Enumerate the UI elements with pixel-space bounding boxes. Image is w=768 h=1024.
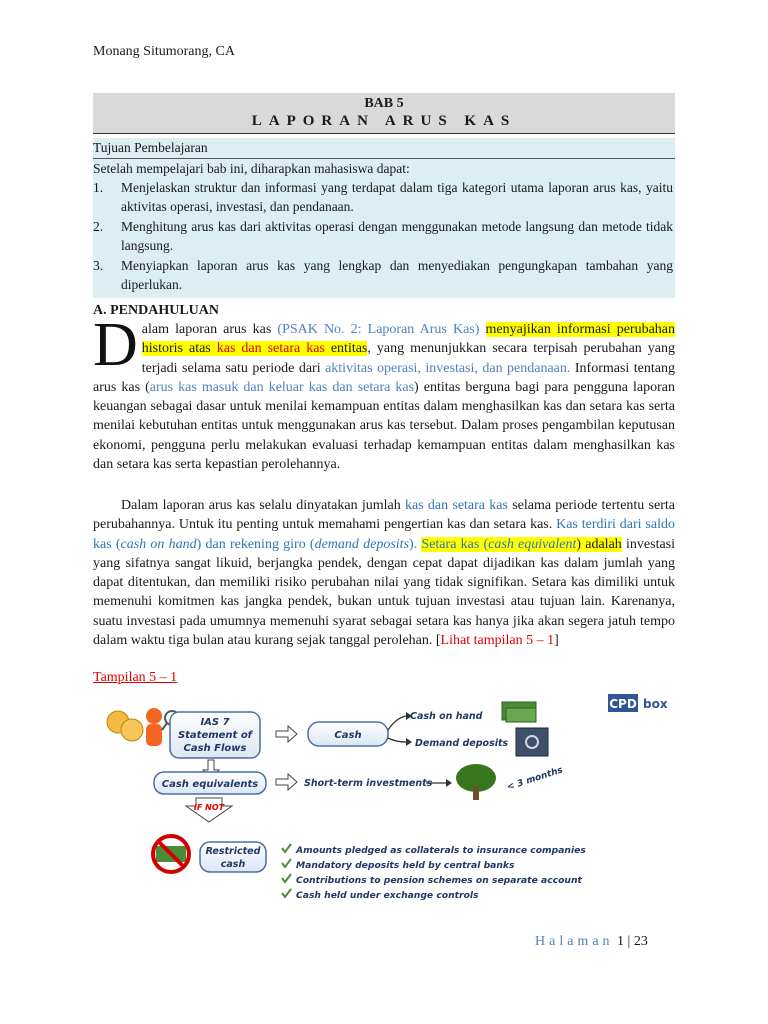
if-not-label: IF NOT [193, 803, 225, 812]
cashflow-term: arus kas masuk dan keluar kas dan setara kas [149, 379, 415, 395]
page-total: 23 [633, 934, 648, 949]
demand-deposits-term: demand deposits [314, 536, 410, 552]
ias7-line3: Cash Flows [183, 743, 247, 754]
cpdbox-logo [608, 694, 668, 712]
objective-text: Menjelaskan struktur dan informasi yang terdapat dalam tiga kategori utama laporan arus kas, yaitu aktivitas operasi, investasi, dan pendanaan. [121, 180, 673, 214]
objectives-heading: Tujuan Pembelajaran [93, 138, 675, 159]
logo-text-a: CPD [609, 697, 637, 711]
cash-definition: ). [409, 536, 418, 552]
text-run: investasi yang sifatnya sangat likuid, berjangka pendek, dengan cepat dapat dijadikan kas dalam jumlah yang dapat ditentukan, dan memiliki risiko perubahan nilai yang tidak signifikan. Setara kas dimiliki untuk memenuhi komitmen kas jangka pendek, bukan untuk tujuan investasi atau tujuan lain. Karenanya, suatu investasi pada umumnya memenuhi syarat sebagai setara kas hanya jika akan segera jatuh tempo dalam waktu tiga bulan atau kurang sejak tanggal perolehan. [ [93, 536, 676, 649]
cash-on-hand-label: Cash on hand [410, 711, 483, 722]
ias7-line2: Statement of [177, 730, 253, 741]
prohibited-money-icon [153, 836, 189, 872]
list-item: Mandatory deposits held by central banks [296, 860, 515, 871]
objective-number: 1. [93, 180, 104, 195]
cash-definition: Kas terdiri dari saldo kas ( [93, 517, 675, 552]
restricted-line2: cash [220, 859, 246, 870]
checklist [282, 844, 586, 901]
logo-text-b: box [643, 697, 668, 711]
text-run: ) entitas berguna bagi para pengguna laporan keuangan sebagai dasar untuk menilai kemampuan entitas dalam menghasilkan kas dan setara kas serta menilai kebutuhan entitas untuk menggunakan arus kas tersebut. Dalam proses pengambilan keputusan ekonomi, pengguna perlu melakukan evaluasi terhadap kemampuan entitas dalam menghasilkan kas dan setara kas serta kepastian perolehannya. [93, 379, 675, 473]
arrow-right-icon [276, 774, 297, 790]
cash-label: Cash [334, 730, 362, 741]
objective-item [93, 178, 673, 216]
text-run: Informasi tentang arus kas ( [93, 360, 675, 395]
objectives-list [93, 178, 673, 295]
paragraph-intro [93, 311, 675, 474]
check-icon [282, 859, 291, 867]
objective-number: 2. [93, 219, 104, 234]
cash-flow-diagram [96, 686, 676, 916]
objective-item [93, 256, 673, 294]
chapter-header [93, 93, 675, 134]
page-label: Halaman [535, 934, 614, 949]
arrowhead-icon [406, 738, 412, 746]
figure-caption: Tampilan 5 – 1 [93, 670, 178, 685]
list-item: Cash held under exchange controls [296, 890, 479, 901]
text-run [479, 322, 485, 337]
cash-definition: ) dan rekening giro ( [196, 536, 315, 552]
section-title: A. PENDAHULUAN [93, 303, 219, 318]
text-run: , yang menunjukkan secara terpisah perubahan yang terjadi selama satu periode dari [141, 341, 675, 376]
check-icon [282, 874, 291, 882]
highlighted-term: Setara kas ( [421, 536, 489, 552]
highlighted-text: menyajikan informasi perubahan historis atas [141, 322, 675, 357]
objective-text: Menyiapkan laporan arus kas yang lengkap dan menyediakan pengungkapan tambahan yang diperlukan. [121, 258, 673, 292]
arrowhead-icon [446, 779, 452, 787]
highlighted-term: kas dan setara kas [216, 341, 325, 357]
cash-term: kas dan setara kas [405, 498, 508, 513]
check-icon [282, 844, 291, 852]
highlighted-term: cash equivalent [488, 536, 577, 552]
money-tree-icon [456, 764, 496, 800]
objective-number: 3. [93, 258, 104, 273]
drop-cap: D [93, 311, 138, 379]
learning-objectives [93, 138, 675, 298]
diagram-svg [96, 686, 676, 916]
list-item: Amounts pledged as collaterals to insurance companies [296, 845, 586, 856]
demand-deposits-label: Demand deposits [415, 738, 509, 749]
page-footer [535, 934, 648, 950]
author-name: Monang Situmorang, CA [93, 44, 235, 59]
chapter-number: BAB 5 [364, 96, 404, 111]
text-run: ] [554, 633, 559, 649]
money-stack-icon [502, 702, 536, 722]
objectives-intro: Setelah mempelajari bab ini, diharapkan mahasiswa dapat: [93, 161, 410, 176]
months-label: < 3 months [505, 765, 565, 793]
text-run: Dalam laporan arus kas selalu dinyatakan jumlah [121, 498, 405, 513]
cash-equivalents-label: Cash equivalents [161, 779, 259, 790]
cash-on-hand-term: cash on hand [120, 536, 197, 552]
safe-icon [516, 728, 548, 756]
page-number: 1 [617, 934, 625, 949]
figure-reference: Lihat tampilan 5 – 1 [440, 633, 555, 649]
objective-item [93, 217, 673, 255]
psak-reference: (PSAK No. 2: Laporan Arus Kas) [277, 322, 480, 337]
ias7-line1: IAS 7 [200, 717, 230, 728]
page-separator: | [624, 934, 634, 949]
arrow-right-icon [276, 726, 297, 742]
check-icon [282, 889, 291, 897]
text-run: alam laporan arus kas [141, 322, 278, 337]
coins-person-icon [107, 708, 179, 746]
restricted-line1: Restricted [205, 846, 261, 857]
paragraph-definition [93, 496, 675, 650]
list-item: Contributions to pension schemes on separate account [296, 875, 582, 886]
chapter-title: LAPORAN ARUS KAS [251, 113, 517, 129]
highlighted-text: ) adalah [576, 536, 622, 552]
arrow-down-icon [388, 738, 406, 742]
arrow-up-icon [388, 716, 406, 730]
short-term-label: Short-term investments [304, 778, 433, 789]
highlighted-text: entitas [324, 341, 368, 357]
text-run: selama periode tertentu serta perubahannya. Untuk itu penting untuk memahami pengertian kas dan setara kas. [93, 498, 675, 533]
activities-term: aktivitas operasi, investasi, dan pendanaan. [325, 360, 571, 376]
objective-text: Menghitung arus kas dari aktivitas operasi dengan menggunakan metode langsung dan metode tidak langsung. [121, 219, 673, 253]
